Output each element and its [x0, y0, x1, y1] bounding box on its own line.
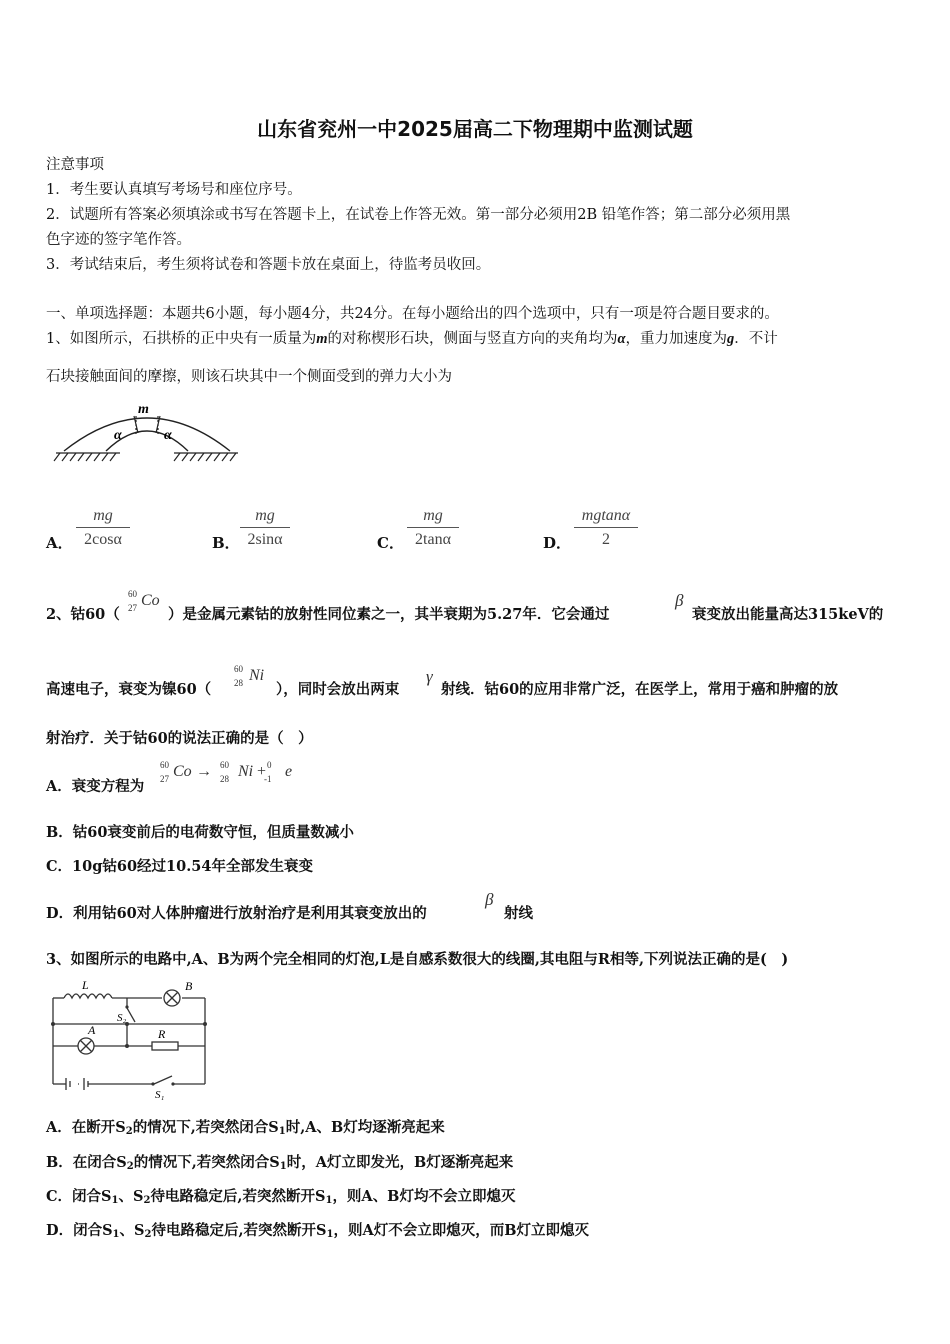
- q2-stem-line3: 射治疗．关于钴60的说法正确的是（ ）: [46, 730, 313, 747]
- q2-stem-part-a: 2、钴60（: [46, 606, 120, 623]
- q1-option-a-label: A．: [46, 534, 73, 552]
- q1-alpha-symbol: α: [617, 331, 626, 347]
- q1-text-c: ，重力加速度为: [625, 331, 728, 347]
- q1-text-d: ．不计: [734, 331, 778, 347]
- q2-stem-part-e: ），同时会放出两束: [276, 681, 400, 698]
- q2-stem-part-d: 高速电子，衰变为镍60（: [46, 681, 212, 698]
- q1-option-c-fraction: [407, 507, 459, 549]
- arch-outer: [64, 418, 230, 451]
- notice-item-1: 1．考生要认真填写考场号和座位序号。: [46, 182, 302, 198]
- notice-item-3: 3．考试结束后，考生须将试卷和答题卡放在桌面上，待监考员收回。: [46, 257, 491, 273]
- q1-arch-bridge-figure: [50, 395, 245, 467]
- q3-option-c: C．闭合$S_1$、$S_2$待电路稳定后,若突然断开$S_1$，则A、B灯均不会立即熄灭: [46, 1188, 516, 1206]
- resistor-label: R: [158, 1027, 166, 1041]
- notice-heading: 注意事项: [46, 157, 104, 173]
- q2-beta-symbol-1: β: [675, 591, 684, 610]
- q1-option-d-label: D．: [543, 534, 572, 552]
- page-title: 山东省兖州一中2025届高二下物理期中监测试题: [257, 117, 693, 141]
- arrow-symbol: →: [196, 763, 212, 780]
- q1-option-c-denominator: 2tanα: [415, 531, 451, 548]
- q1-option-b-label: B．: [212, 534, 240, 552]
- q3-option-a: A．在断开$S_2$的情况下,若突然闭合$S_1$时,A、B灯均逐渐亮起来: [46, 1119, 445, 1137]
- q2-stem-part-c: 衰变放出能量高达315keV的: [692, 606, 884, 623]
- notice-item-2-cont: 色字迹的签字笔作答。: [46, 232, 191, 248]
- q2-gamma-symbol: γ: [426, 667, 433, 686]
- q2-option-d-suffix: 射线: [504, 905, 533, 922]
- q2-decay-equation: 60 27 Co → 60 28 Ni + 0 -1 e: [160, 760, 293, 784]
- q1-option-d-numerator: mgtanα: [574, 507, 638, 528]
- q1-option-b-numerator: mg: [240, 507, 290, 528]
- q1-mass-symbol: m: [316, 331, 328, 347]
- q1-stem-line2: 石块接触面间的摩擦，则该石块其中一个侧面受到的弹力大小为: [46, 369, 452, 385]
- q2-option-c: C．10g钴60经过10.54年全部发生衰变: [46, 858, 313, 875]
- q1-text-a: 1、如图所示，石拱桥的正中央有一质量为: [46, 331, 317, 347]
- ground-left: [54, 453, 120, 461]
- inductor-label: L: [82, 978, 89, 992]
- q1-option-d-fraction: [574, 507, 638, 549]
- switch-s1-label: S₁: [155, 1089, 165, 1101]
- q1-stem-line1: [46, 327, 778, 348]
- q2-option-a-text: A．衰变方程为: [46, 778, 145, 795]
- q1-g-symbol: g: [727, 331, 735, 347]
- inductor-coil: [64, 994, 112, 998]
- q2-stem-part-f: 射线．钴60的应用非常广泛，在医学上，常用于癌和肿瘤的放: [441, 681, 839, 698]
- section-heading: 一、单项选择题：本题共6小题，每小题4分，共24分。在每小题给出的四个选项中，只有一项是符合题目要求的。: [46, 306, 779, 322]
- q3-option-d: D．闭合$S_1$、$S_2$待电路稳定后,若突然断开$S_1$，则A灯不会立即熄灭，而B灯立即熄灭: [46, 1222, 589, 1240]
- angle-label-right: α: [164, 428, 172, 443]
- notice-item-2: 2．试题所有答案必须填涂或书写在答题卡上，在试卷上作答无效。第一部分必须用2B 铅笔作答；第二部分必须用黑: [46, 207, 791, 223]
- angle-label-left: α: [114, 428, 122, 443]
- switch-s2-label: S₂: [117, 1012, 127, 1024]
- lamp-a-label: A: [88, 1023, 96, 1037]
- mass-label: m: [138, 402, 149, 417]
- ground-right: [174, 453, 238, 461]
- q1-option-a-numerator: mg: [76, 507, 130, 528]
- q3-option-b: B．在闭合$S_2$的情况下,若突然闭合$S_1$时，A灯立即发光，B灯逐渐亮起来: [46, 1154, 514, 1172]
- q2-beta-symbol-2: β: [485, 890, 494, 909]
- resistor-r: [152, 1042, 178, 1050]
- q1-option-a-denominator: 2cosα: [84, 531, 122, 548]
- q2-stem-part-b: ）是金属元素钴的放射性同位素之一，其半衰期为5.27年．它会通过: [168, 606, 610, 623]
- q2-option-d-text: D．利用钴60对人体肿瘤进行放射治疗是利用其衰变放出的: [46, 905, 427, 922]
- q1-option-c-numerator: mg: [407, 507, 459, 528]
- q1-option-a-fraction: [76, 507, 130, 549]
- q1-option-c-label: C．: [377, 534, 404, 552]
- q1-option-b-fraction: [240, 507, 290, 549]
- q3-circuit-figure: [40, 976, 215, 1102]
- switch-s1: [154, 1076, 172, 1084]
- q2-cobalt-isotope: 60 27 Co: [128, 589, 160, 613]
- q1-option-b-denominator: 2sinα: [247, 531, 283, 548]
- q3-stem: 3、如图所示的电路中,A、B为两个完全相同的灯泡,L是自感系数很大的线圈,其电阻与R相等,下列说法正确的是( ): [46, 951, 789, 968]
- q2-option-b: B．钴60衰变前后的电荷数守恒，但质量数减小: [46, 824, 354, 841]
- lamp-b-label: B: [185, 979, 193, 993]
- q1-option-d-denominator: 2: [602, 531, 610, 548]
- q1-text-b: 的对称楔形石块，侧面与竖直方向的夹角均为: [327, 331, 618, 347]
- q2-nickel-isotope: 60 28 Ni: [234, 664, 265, 688]
